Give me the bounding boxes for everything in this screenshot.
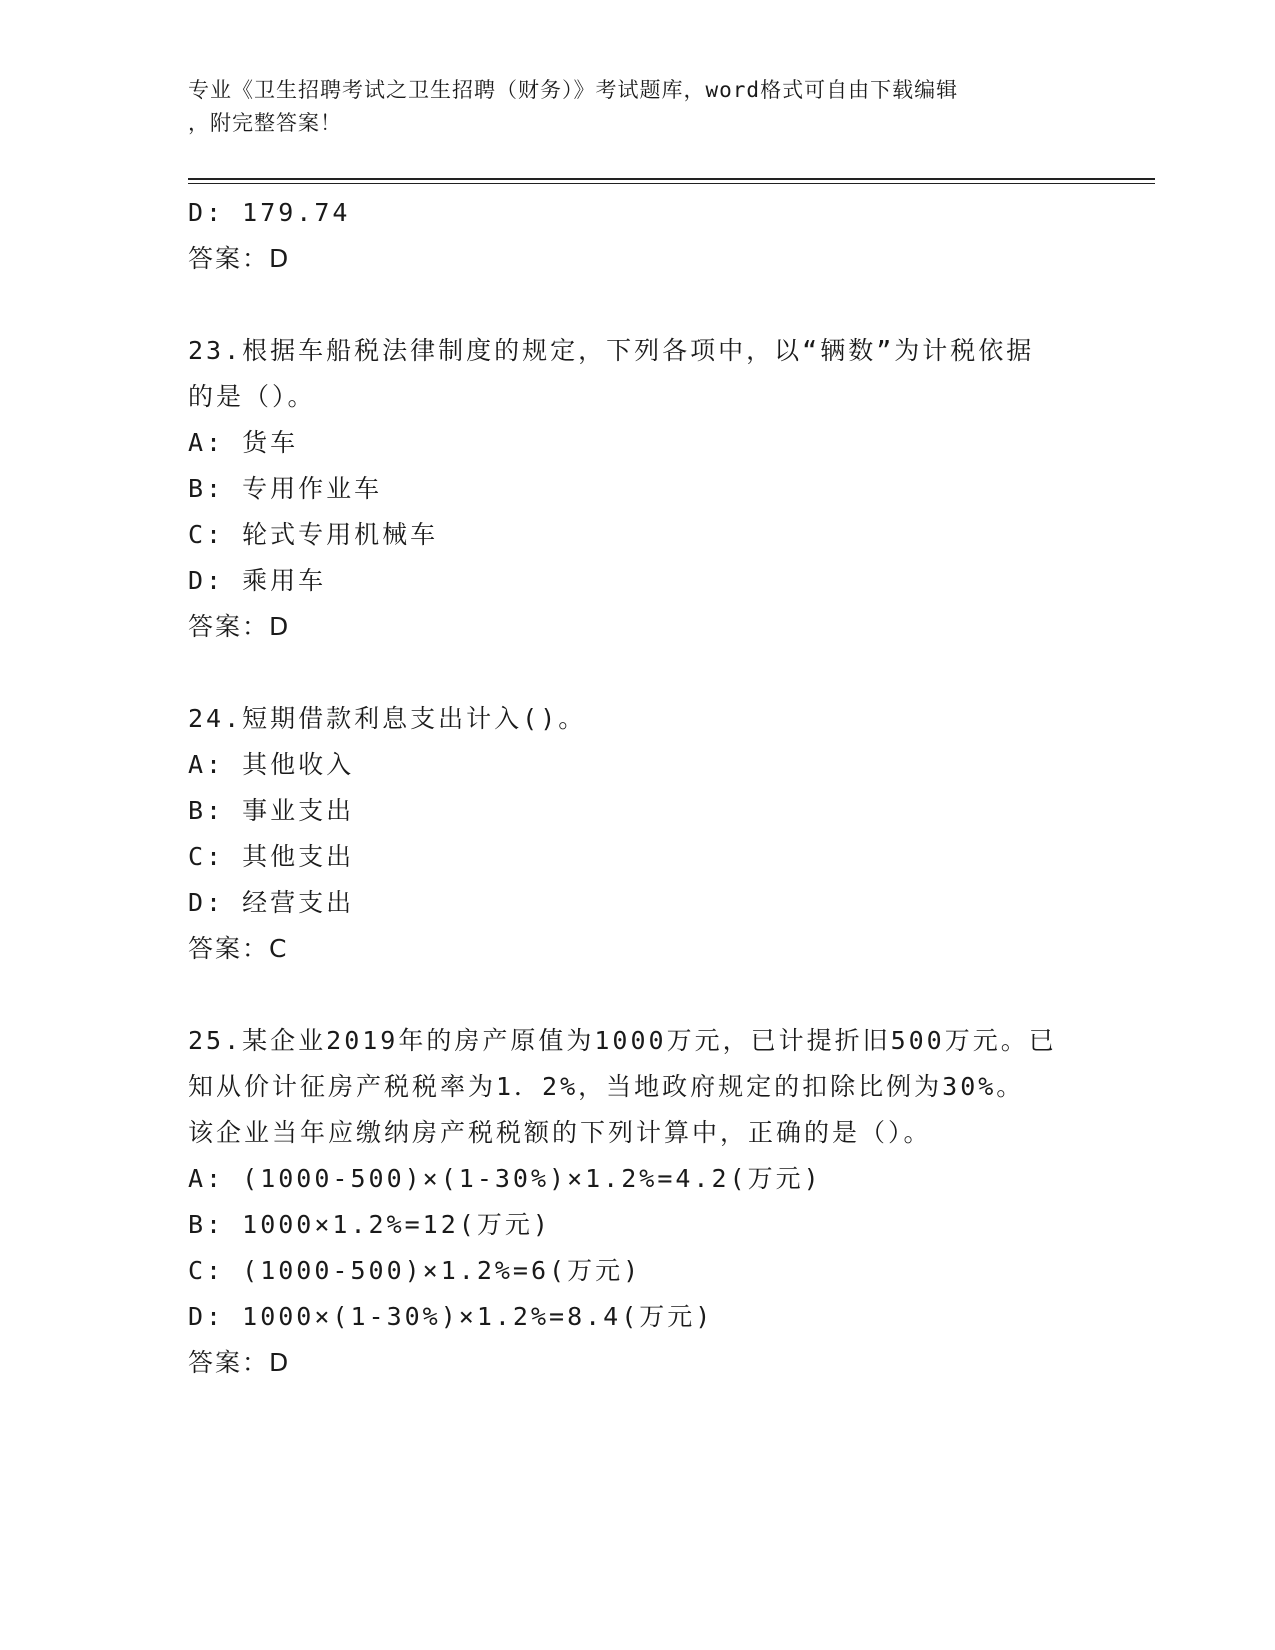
answer: 答案：C <box>188 934 289 963</box>
spacer <box>188 972 1088 1018</box>
option-d: D: 乘用车 <box>188 566 327 595</box>
option-b: B: 专用作业车 <box>188 474 383 503</box>
option-d: D: 1000×(1-30%)×1.2%=8.4(万元) <box>188 1302 714 1331</box>
spacer <box>188 282 1088 328</box>
header-rule-thick <box>188 178 1155 180</box>
spacer <box>188 650 1088 696</box>
document-header <box>188 74 1078 140</box>
option-a: A: (1000-500)×(1-30%)×1.2%=4.2(万元) <box>188 1164 822 1193</box>
question-23 <box>188 328 1088 650</box>
option-b: B: 事业支出 <box>188 796 355 825</box>
question-25 <box>188 1018 1088 1386</box>
option-c: C: 其他支出 <box>188 842 355 871</box>
option-d: D: 179.74 <box>188 198 351 227</box>
answer: 答案：D <box>188 1348 291 1377</box>
header-line-1: 专业《卫生招聘考试之卫生招聘（财务）》考试题库，word格式可自由下载编辑 <box>188 78 959 102</box>
question-text-line: 24.短期借款利息支出计入()。 <box>188 704 587 733</box>
question-text-line: 知从价计征房产税税率为1．2%，当地政府规定的扣除比例为30%。 <box>188 1072 1025 1101</box>
question-content <box>188 190 1088 1386</box>
answer: 答案：D <box>188 244 291 273</box>
option-c: C: (1000-500)×1.2%=6(万元) <box>188 1256 642 1285</box>
option-d: D: 经营支出 <box>188 888 355 917</box>
header-line-2: ，附完整答案！ <box>188 111 342 135</box>
previous-question-tail <box>188 190 1088 282</box>
question-text-line: 25.某企业2019年的房产原值为1000万元，已计提折旧500万元。已 <box>188 1026 1057 1055</box>
option-a: A: 货车 <box>188 428 299 457</box>
option-a: A: 其他收入 <box>188 750 355 779</box>
answer: 答案：D <box>188 612 291 641</box>
question-text-line: 该企业当年应缴纳房产税税额的下列计算中，正确的是（）。 <box>188 1118 932 1147</box>
question-text-line: 23.根据车船税法律制度的规定，下列各项中，以“辆数”为计税依据 <box>188 336 1035 365</box>
question-text-line: 的是（）。 <box>188 382 316 411</box>
question-24 <box>188 696 1088 972</box>
option-c: C: 轮式专用机械车 <box>188 520 439 549</box>
header-rule-thin <box>188 183 1155 184</box>
option-b: B: 1000×1.2%=12(万元) <box>188 1210 551 1239</box>
